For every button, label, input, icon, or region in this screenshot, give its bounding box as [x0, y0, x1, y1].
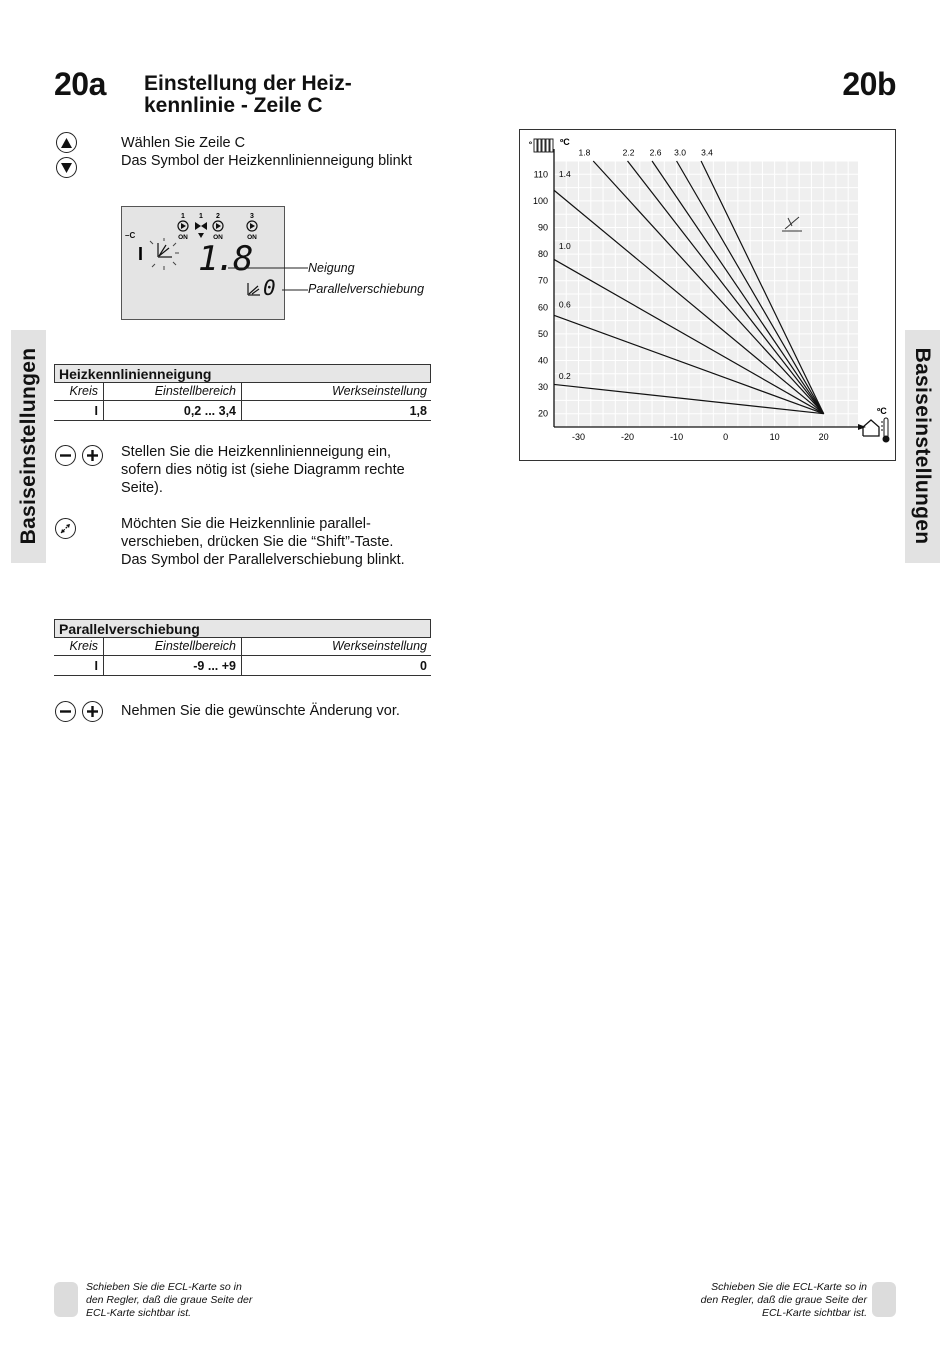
- x-tick-label: 20: [818, 432, 829, 442]
- footer-left-line-2: den Regler, daß die graue Seite der: [86, 1294, 253, 1306]
- y-tick-label: 40: [537, 355, 548, 366]
- curve-label: 1.8: [578, 147, 591, 158]
- step3-text: [121, 515, 405, 569]
- svg-text:ON: ON: [178, 234, 188, 241]
- curve-label: 1.0: [558, 240, 571, 251]
- curve-label: 2.6: [649, 147, 662, 158]
- up-arrow-icon: [61, 138, 72, 148]
- footer-note-right: [701, 1281, 867, 1320]
- svg-text:I: I: [138, 244, 144, 264]
- curve-label: 1.4: [558, 168, 571, 179]
- y-tick-label: 50: [537, 328, 548, 339]
- x-tick-label: -30: [572, 432, 586, 442]
- col-kreis: Kreis: [54, 383, 104, 400]
- slope-blink-icon: [136, 237, 191, 277]
- col-kreis: Kreis: [54, 638, 104, 655]
- x-tick-label: 10: [769, 432, 780, 442]
- cell-kreis: I: [54, 656, 104, 675]
- step1-text: [121, 134, 412, 170]
- step1-line-1: Wählen Sie Zeile C: [121, 135, 246, 151]
- col-werkseinstellung: Werkseinstellung: [332, 384, 427, 398]
- curve-label: 3.4: [701, 147, 713, 158]
- x-tick-label: 0: [723, 432, 729, 442]
- x-tick-label: -20: [621, 432, 635, 442]
- minus-button-2[interactable]: [55, 701, 76, 722]
- channel-2-num: 2: [216, 213, 220, 220]
- minus-icon: [60, 450, 71, 461]
- plus-icon: [87, 706, 98, 717]
- col-einstellbereich: Einstellbereich: [104, 383, 242, 400]
- y-tick-label: 30: [537, 382, 548, 393]
- y-tick-label: 110: [533, 169, 548, 180]
- table-row: [54, 656, 431, 676]
- footer-left-line-3: ECL-Karte sichtbar ist.: [86, 1307, 192, 1319]
- house-thermometer-icon: [863, 418, 890, 443]
- lcd-slope-value: 1.8: [198, 239, 251, 279]
- callout-shift: Parallelverschiebung: [308, 282, 425, 296]
- step2-line-3: Seite).: [121, 480, 163, 496]
- table-row: [54, 401, 431, 421]
- up-button[interactable]: [56, 132, 77, 153]
- plus-icon: [87, 450, 98, 461]
- channel-3-num: 3: [250, 213, 254, 220]
- cell-range: -9 ... +9: [104, 656, 242, 675]
- title-line-2: kennlinie - Zeile C: [144, 94, 323, 117]
- step4-text: Nehmen Sie die gewünschte Änderung vor.: [121, 703, 400, 719]
- col-werkseinstellung: Werkseinstellung: [332, 639, 427, 653]
- lcd-offset-value: 0: [263, 276, 276, 300]
- side-tab-right-label: Basiseinstellungen: [911, 347, 934, 545]
- step2-text: [121, 443, 405, 497]
- step3-line-3: Das Symbol der Parallelverschiebung blinkt.: [121, 552, 405, 568]
- curve-label: 3.0: [674, 147, 686, 158]
- callout-slope: Neigung: [308, 261, 355, 275]
- footer-note-left: [86, 1281, 252, 1320]
- channel-1-num: 1: [181, 213, 185, 220]
- channel-1b-num: 1: [199, 213, 203, 220]
- step1-line-2: Das Symbol der Heizkennlinienneigung blinkt: [121, 153, 412, 169]
- step2-line-1: Stellen Sie die Heizkennlinienneigung ein,: [121, 444, 392, 460]
- y-unit-degree: º: [529, 140, 532, 149]
- down-arrow-icon: [61, 163, 72, 173]
- svg-text:ON: ON: [247, 234, 257, 241]
- cell-default: 0: [420, 659, 427, 673]
- cell-kreis: I: [54, 401, 104, 420]
- footer-right-line-1: Schieben Sie die ECL-Karte so in: [711, 1281, 867, 1293]
- page-title: [144, 73, 352, 117]
- callout-lines: [226, 262, 308, 294]
- curve-label: 0.2: [558, 371, 571, 382]
- title-line-1: Einstellung der Heiz-: [144, 72, 352, 95]
- lcd-unit: –C: [125, 231, 136, 240]
- svg-text:ON: ON: [213, 234, 223, 241]
- shift-table-title: Parallelverschiebung: [54, 619, 431, 638]
- plus-button-2[interactable]: [82, 701, 103, 722]
- footer-right-line-3: ECL-Karte sichtbar ist.: [761, 1307, 867, 1319]
- valve-icon: [195, 222, 201, 230]
- shift-button[interactable]: [55, 518, 76, 539]
- page-number-left: 20a: [54, 66, 106, 102]
- step3-line-1: Möchten Sie die Heizkennlinie parallel-: [121, 516, 371, 532]
- heating-curve-chart: [519, 129, 896, 461]
- down-button[interactable]: [56, 157, 77, 178]
- y-tick-label: 60: [537, 302, 548, 313]
- slope-table-title: Heizkennlinienneigung: [54, 364, 431, 383]
- cell-range: 0,2 ... 3,4: [104, 401, 242, 420]
- y-unit-label: ºC: [560, 137, 570, 147]
- x-tick-label: -10: [670, 432, 684, 442]
- x-unit-label: ºC: [877, 406, 887, 416]
- side-tab-left-label: Basiseinstellungen: [17, 347, 40, 545]
- y-tick-label: 90: [537, 222, 548, 233]
- y-tick-label: 80: [537, 249, 548, 260]
- curve-label: 0.6: [558, 299, 571, 310]
- col-einstellbereich: Einstellbereich: [104, 638, 242, 655]
- y-tick-label: 100: [532, 195, 548, 206]
- cell-default: 1,8: [409, 404, 427, 418]
- footer-marker-left: [54, 1282, 78, 1317]
- radiator-icon: [534, 139, 553, 152]
- plus-button[interactable]: [82, 445, 103, 466]
- step3-line-2: verschieben, drücken Sie die “Shift”-Taste.: [121, 534, 394, 550]
- curve-label: 2.2: [622, 147, 635, 158]
- side-tab-right: [905, 330, 940, 563]
- minus-button[interactable]: [55, 445, 76, 466]
- y-tick-label: 20: [537, 408, 548, 419]
- footer-left-line-1: Schieben Sie die ECL-Karte so in: [86, 1281, 242, 1293]
- chart-svg: [520, 130, 895, 460]
- y-tick-label: 70: [537, 275, 548, 286]
- footer-marker-right: [872, 1282, 896, 1317]
- footer-right-line-2: den Regler, daß die graue Seite der: [700, 1294, 867, 1306]
- shift-table: [54, 619, 431, 676]
- minus-icon: [60, 706, 71, 717]
- slope-table: [54, 364, 431, 421]
- shift-icon: [59, 522, 72, 535]
- side-tab-left: [11, 330, 46, 563]
- step2-line-2: sofern dies nötig ist (siehe Diagramm rechte: [121, 462, 405, 478]
- page-number-right: 20b: [842, 66, 896, 102]
